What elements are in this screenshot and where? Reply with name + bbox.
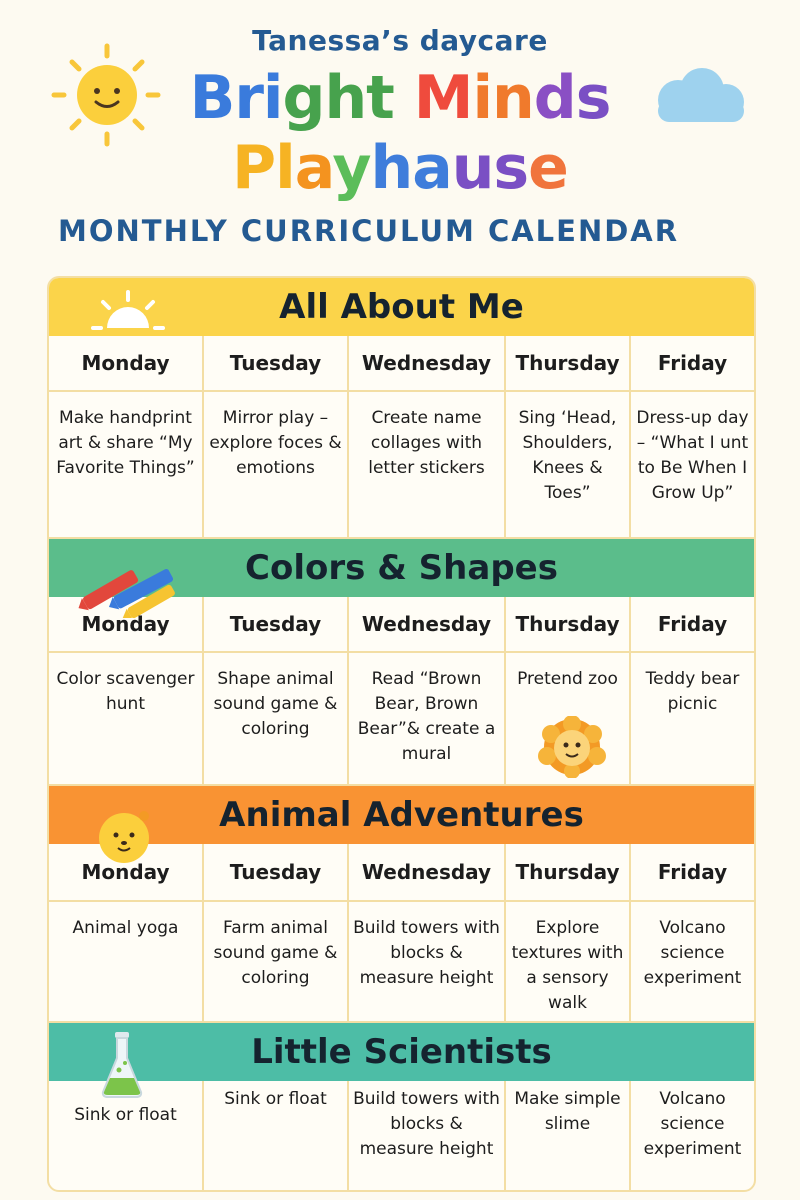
activity-row	[49, 392, 754, 539]
activity-cell: Sing ‘Head, Shoulders, Knees & Toes”	[506, 392, 631, 539]
day-thursday: Thursday	[506, 844, 631, 902]
section-title: Colors & Shapes	[245, 548, 558, 588]
activity-cell: Sink or float	[204, 1081, 349, 1192]
day-tuesday: Tuesday	[204, 336, 349, 392]
brand-letter: h	[370, 133, 413, 203]
brand-letter: r	[234, 63, 263, 133]
day-friday: Friday	[631, 844, 754, 902]
activity-cell: Build towers with blocks & measure height	[349, 902, 506, 1023]
brand-letter: P	[232, 133, 276, 203]
activity-cell: Make handprint art & share “My Favorite Things”	[49, 392, 204, 539]
activity-cell: Dress-up day – “What I unt to Be When I Grow Up”	[631, 392, 754, 539]
section-title: Little Scientists	[251, 1032, 552, 1072]
curriculum-calendar	[47, 276, 756, 1192]
day-header-row	[49, 597, 754, 653]
brand-letter	[394, 63, 414, 133]
brand-letter: n	[492, 63, 534, 133]
activity-cell: Teddy bear picnic	[631, 653, 754, 786]
day-wednesday: Wednesday	[349, 597, 506, 653]
brand-letter: a	[412, 133, 452, 203]
day-header-row	[49, 336, 754, 392]
brand-letter: g	[282, 63, 325, 133]
activity-cell: Volcano science experiment	[631, 902, 754, 1023]
activity-cell: Create name collages with letter stickers	[349, 392, 506, 539]
activity-cell: Sink or float	[49, 1081, 204, 1192]
lion-icon	[537, 716, 607, 778]
activity-cell: Farm animal sound game & coloring	[204, 902, 349, 1023]
activity-cell: Build towers with blocks & measure height	[349, 1081, 506, 1192]
brand-letter: t	[366, 63, 394, 133]
sun-icon	[44, 40, 164, 150]
day-monday: Monday	[49, 844, 204, 902]
sunrise-icon	[89, 288, 167, 332]
activity-cell: Shape animal sound game & coloring	[204, 653, 349, 786]
day-friday: Friday	[631, 336, 754, 392]
cloud-icon	[640, 64, 755, 134]
day-thursday: Thursday	[506, 597, 631, 653]
day-header-row	[49, 844, 754, 902]
brand-letter: e	[528, 133, 568, 203]
day-tuesday: Tuesday	[204, 597, 349, 653]
activity-cell: Volcano science experiment	[631, 1081, 754, 1192]
section-title: Animal Adventures	[219, 795, 584, 835]
brand-letter: s	[575, 63, 611, 133]
activity-cell: Make simple slime	[506, 1081, 631, 1192]
activity-cell: Animal yoga	[49, 902, 204, 1023]
activity-row	[49, 1081, 754, 1192]
brand-letter: a	[294, 133, 333, 203]
day-tuesday: Tuesday	[204, 844, 349, 902]
section-title: All About Me	[279, 287, 524, 327]
brand-letter: h	[324, 63, 367, 133]
activity-cell: Mirror play – explore foces & emotions	[204, 392, 349, 539]
brand-letter: d	[533, 63, 576, 133]
brand-letter: u	[451, 133, 494, 203]
activity-cell: Pretend zoo	[506, 653, 631, 786]
day-monday: Monday	[49, 597, 204, 653]
page-header	[0, 0, 800, 270]
brand-letter: s	[493, 133, 529, 203]
section-banner-little-scientists	[49, 1023, 754, 1081]
day-friday: Friday	[631, 597, 754, 653]
brand-letter: i	[262, 63, 283, 133]
brand-letter: l	[275, 133, 295, 203]
activity-cell: Read “Brown Bear, Brown Bear”& create a mural	[349, 653, 506, 786]
brand-letter: M	[413, 63, 473, 133]
brand-letter: B	[189, 63, 235, 133]
activity-row	[49, 653, 754, 786]
day-wednesday: Wednesday	[349, 336, 506, 392]
activity-cell: Color scavenger hunt	[49, 653, 204, 786]
brand-letter: i	[472, 63, 493, 133]
day-wednesday: Wednesday	[349, 844, 506, 902]
brand-letter: y	[332, 133, 371, 203]
daycare-subtitle: Tanessa’s daycare	[252, 24, 548, 57]
activity-row	[49, 902, 754, 1023]
day-thursday: Thursday	[506, 336, 631, 392]
activity-cell: Explore textures with a sensory walk	[506, 902, 631, 1023]
day-monday: Monday	[49, 336, 204, 392]
calendar-title: MONTHLY CURRICULUM CALENDAR	[58, 214, 680, 248]
